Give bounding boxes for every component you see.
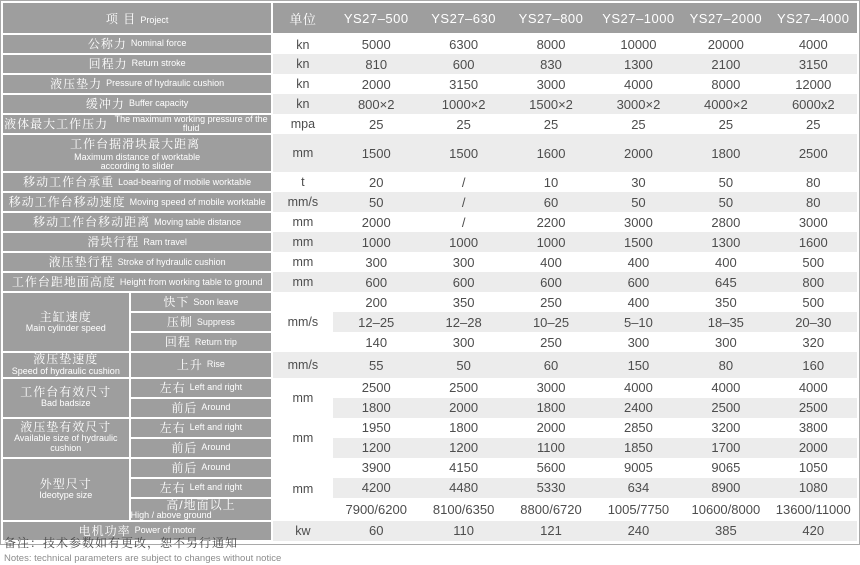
value-cell: 1005/7750 [607, 501, 670, 517]
value-cell: 3200 [711, 420, 741, 436]
row-sublabel [130, 498, 273, 521]
value-cell: / [461, 214, 466, 230]
value-cell: 3900 [361, 460, 391, 476]
unit-cell: mm [272, 134, 332, 172]
label-text-zh: 上升 [176, 358, 203, 372]
column-header-project [3, 3, 272, 34]
value-cell: 121 [507, 521, 594, 541]
value-cell: 3000 [536, 380, 566, 396]
value-cell: 18–35 [682, 312, 769, 332]
label-text-zh: 液压垫行程 [48, 255, 114, 270]
row-sublabel [130, 438, 273, 458]
value-cell: 50 [420, 352, 507, 377]
value-cell: 2100 [682, 54, 769, 74]
value-cell: 830 [507, 54, 594, 74]
label-text-zh: 前后 [171, 400, 198, 415]
column-header-model: YS27–1000 [595, 3, 682, 34]
row-group-label [3, 352, 130, 377]
row-label [3, 252, 272, 272]
label-text-zh: 快下 [163, 295, 190, 310]
value-cell: 2200 [536, 214, 566, 230]
label-text-zh: 左右 [159, 420, 186, 435]
unit-cell: t [301, 175, 305, 190]
label-text-zh: 公称力 [87, 37, 127, 51]
row-label [3, 54, 272, 74]
value-cell: 5330 [507, 478, 594, 498]
row-group-label [3, 292, 130, 352]
label-text-en: Main cylinder speed [25, 323, 106, 334]
value-cell: 12000 [795, 76, 832, 92]
value-cell: 60 [507, 352, 594, 377]
value-cell: 30 [631, 174, 646, 190]
label-text-zh: 工作台有效尺寸 [20, 385, 112, 399]
value-cell: 50 [718, 174, 734, 190]
value-cell: 240 [595, 521, 682, 541]
table-row [3, 272, 857, 292]
value-cell: 160 [770, 352, 857, 377]
unit-cell: mm [272, 458, 332, 521]
value-cell: 1600 [507, 134, 594, 172]
value-cell: 1000 [420, 232, 507, 252]
value-cell: 645 [682, 272, 769, 292]
label-text-zh: 外型尺寸 [39, 476, 92, 491]
header-row [3, 3, 857, 34]
value-cell: 420 [770, 521, 857, 541]
row-sublabel [130, 292, 273, 312]
row-sublabel [130, 352, 273, 377]
table-row [3, 192, 857, 212]
value-cell: 4200 [333, 478, 420, 498]
table-row [3, 94, 857, 114]
value-cell: 8900 [682, 478, 769, 498]
value-cell: 8800/6720 [520, 501, 582, 517]
value-cell: 140 [365, 334, 388, 350]
value-cell: 8000 [711, 76, 741, 92]
label-text-en: Stroke of hydraulic cushion [117, 256, 226, 267]
row-sublabel [130, 312, 273, 332]
row-label [3, 272, 272, 292]
table-row [3, 352, 857, 377]
label-text-en: Left and right [189, 381, 243, 392]
value-cell: 1050 [798, 460, 828, 476]
value-cell: 7900/6200 [345, 501, 407, 517]
value-cell: 1850 [595, 438, 682, 458]
notes-en: Notes: technical parameters are subject to changes without notice [4, 553, 282, 564]
table-row [3, 34, 857, 54]
value-cell: 2000 [536, 420, 566, 436]
value-cell: 25 [806, 116, 821, 132]
value-cell: 1100 [507, 438, 594, 458]
table-row [3, 74, 857, 94]
value-cell: 350 [452, 294, 475, 310]
label-text-zh: 滑块行程 [87, 235, 140, 250]
value-cell: 200 [365, 294, 388, 310]
value-cell: 1300 [595, 54, 682, 74]
label-text-en: Around [201, 441, 231, 452]
value-cell: 4000 [798, 380, 828, 396]
label-text-en: Nominal force [130, 38, 187, 49]
label-text-en: Height from working table to ground [119, 276, 263, 287]
value-cell: 2000 [420, 398, 507, 418]
unit-cell: mm [272, 272, 332, 292]
value-cell: 25 [718, 116, 734, 132]
label-text-zh: 主缸速度 [39, 309, 92, 324]
label-text-zh: 工作台据滑块最大距离 [70, 137, 201, 152]
unit-cell: mm/s [272, 292, 332, 352]
table-row [3, 54, 857, 74]
value-cell: 80 [682, 352, 769, 377]
value-cell: 1950 [361, 420, 391, 436]
value-cell: 1800 [333, 398, 420, 418]
value-cell: 2500 [449, 380, 479, 396]
value-cell: 1500 [595, 232, 682, 252]
value-cell: 1500×2 [507, 94, 594, 114]
value-cell: 2000 [361, 76, 391, 92]
label-text-zh: 左右 [159, 480, 186, 495]
unit-cell: mm [272, 232, 332, 252]
value-cell: 600 [420, 272, 507, 292]
value-cell: 350 [714, 294, 737, 310]
value-cell: 400 [627, 254, 650, 270]
label-text-en: Moving table distance [154, 216, 242, 227]
row-sublabel [130, 378, 273, 398]
table-row [3, 478, 857, 498]
value-cell: 1800 [682, 134, 769, 172]
value-cell: 300 [452, 334, 475, 350]
value-cell: 600 [420, 54, 507, 74]
table-row [3, 438, 857, 458]
label-text-en: Return stroke [131, 58, 186, 69]
value-cell: 1800 [507, 398, 594, 418]
value-cell: 150 [595, 352, 682, 377]
value-cell: 8000 [536, 37, 566, 52]
value-cell: 3000 [798, 214, 828, 230]
label-text-zh: 高/地面以上 [166, 497, 236, 512]
project-header-zh: 项 目 [105, 11, 137, 26]
value-cell: 55 [333, 352, 420, 377]
table-row [3, 332, 857, 352]
value-cell: 1600 [770, 232, 857, 252]
value-cell: 3150 [449, 76, 479, 92]
value-cell: 3150 [770, 54, 857, 74]
label-text-zh: 电机功率 [78, 523, 131, 538]
label-text-en: Power of motor [134, 524, 196, 535]
value-cell: 6000x2 [770, 94, 857, 114]
value-cell: 2500 [682, 398, 769, 418]
value-cell: 300 [714, 334, 737, 350]
table-row [3, 252, 857, 272]
value-cell: 800×2 [333, 94, 420, 114]
notes-zh: 备注：技术参数如有更改，恕不另行通知 [4, 536, 239, 550]
value-cell: 400 [540, 254, 562, 270]
column-header-model: YS27–2000 [682, 3, 769, 34]
label-text-zh: 左右 [159, 380, 186, 395]
project-header-en: Project [140, 14, 169, 25]
value-cell: 50 [682, 192, 769, 212]
label-text-en: Soon leave [193, 296, 239, 307]
value-cell: 50 [333, 192, 420, 212]
value-cell: 20 [368, 174, 384, 190]
label-text-en: Ram travel [143, 236, 187, 247]
value-cell: 1080 [770, 478, 857, 498]
value-cell: 1000 [507, 232, 594, 252]
value-cell: 10 [543, 174, 559, 190]
value-cell: 300 [627, 334, 650, 350]
row-sublabel [130, 418, 273, 438]
value-cell: 4000 [623, 380, 653, 396]
value-cell: 250 [540, 294, 562, 310]
label-text-en: Load-bearing of mobile worktable [118, 176, 252, 187]
value-cell: 3000 [536, 76, 566, 92]
unit-cell: kn [272, 54, 332, 74]
column-header-unit: 单位 [272, 3, 332, 34]
value-cell: 1500 [333, 134, 420, 172]
label-text-en: Left and right [189, 421, 243, 432]
label-text-en: Pressure of hydraulic cushion [106, 78, 225, 89]
label-text-en: The maximum working pressure of the fluid [114, 114, 268, 133]
label-text-zh: 移动工作台移动速度 [8, 195, 126, 210]
row-label [3, 114, 272, 134]
value-cell: 25 [368, 116, 384, 132]
row-label [3, 192, 272, 212]
label-text-en: Around [201, 401, 231, 412]
table-row [3, 398, 857, 418]
unit-cell: mm [292, 255, 314, 270]
table-row [3, 212, 857, 232]
value-cell: / [461, 174, 466, 190]
value-cell: 20–30 [770, 312, 857, 332]
label-text-en: Maximum distance of worktable according to slider [74, 152, 201, 172]
label-text-zh: 液体最大工作压力 [4, 117, 109, 132]
value-cell: 9005 [623, 460, 653, 476]
table-row [3, 172, 857, 192]
table-row [3, 232, 857, 252]
value-cell: / [420, 192, 507, 212]
value-cell: 385 [682, 521, 769, 541]
value-cell: 3000 [623, 214, 653, 230]
value-cell: 4480 [420, 478, 507, 498]
label-text-en: Bad badsize [41, 398, 91, 409]
value-cell: 1800 [449, 420, 479, 436]
value-cell: 5–10 [595, 312, 682, 332]
value-cell: 25 [631, 116, 646, 132]
row-label [3, 172, 272, 192]
row-sublabel [130, 478, 273, 498]
row-label [3, 94, 272, 114]
unit-cell: mm/s [272, 352, 332, 377]
value-cell: 10600/8000 [691, 501, 761, 517]
label-text-en: Left and right [189, 481, 243, 492]
unit-cell: mpa [290, 117, 316, 132]
value-cell: 1500 [420, 134, 507, 172]
value-cell: 2000 [595, 134, 682, 172]
label-text-zh: 液压垫有效尺寸 [20, 420, 112, 435]
label-text-zh: 移动工作台移动距离 [33, 215, 151, 230]
value-cell: 320 [802, 334, 825, 350]
table-row [3, 114, 857, 134]
value-cell: 1000 [333, 232, 420, 252]
unit-cell: kn [272, 94, 332, 114]
label-text-zh: 工作台距地面高度 [11, 275, 116, 290]
label-text-zh: 回程力 [88, 57, 128, 71]
value-cell: 110 [420, 521, 507, 541]
value-cell: 60 [333, 521, 420, 541]
value-cell: 4000 [711, 380, 741, 396]
row-sublabel [130, 398, 273, 418]
label-text-en: Around [201, 461, 231, 472]
value-cell: 600 [595, 272, 682, 292]
unit-cell: kn [296, 77, 310, 91]
value-cell: 3000×2 [595, 94, 682, 114]
value-cell: 1300 [682, 232, 769, 252]
value-cell: 600 [507, 272, 594, 292]
value-cell: 60 [507, 192, 594, 212]
label-text-en: Speed of hydraulic cushion [11, 365, 120, 376]
row-label [3, 134, 272, 172]
column-header-model: YS27–500 [333, 3, 420, 34]
value-cell: 1000×2 [420, 94, 507, 114]
footer-notes [4, 534, 281, 564]
row-group-label [3, 418, 130, 458]
table-row [3, 458, 857, 478]
label-text-en: Buffer capacity [128, 98, 189, 109]
value-cell: 600 [333, 272, 420, 292]
label-text-zh: 缓冲力 [85, 97, 125, 111]
row-label [3, 212, 272, 232]
unit-cell: mm [272, 418, 332, 458]
label-text-zh: 前后 [171, 440, 198, 455]
column-header-model: YS27–800 [507, 3, 594, 34]
row-label [3, 74, 272, 94]
value-cell: 20000 [707, 37, 744, 52]
label-text-en: Rise [206, 359, 225, 370]
value-cell: 2850 [623, 420, 653, 436]
row-label [3, 232, 272, 252]
value-cell: 2000 [361, 214, 391, 230]
label-text-zh: 回程 [164, 335, 191, 350]
label-text-en: High / above ground [130, 509, 212, 520]
value-cell: 12–25 [333, 312, 420, 332]
table-row [3, 134, 857, 172]
label-text-en: Return trip [194, 336, 237, 347]
row-group-label [3, 378, 130, 418]
value-cell: 4000 [623, 76, 653, 92]
row-sublabel [130, 458, 273, 478]
value-cell: 6300 [449, 37, 479, 52]
value-cell: 500 [802, 294, 825, 310]
table-row [3, 498, 857, 521]
value-cell: 2000 [770, 438, 857, 458]
label-text-en: Available size of hydraulic cushion [14, 433, 118, 454]
column-header-model: YS27–630 [420, 3, 507, 34]
label-text-en: Suppress [196, 316, 235, 327]
value-cell: 500 [802, 254, 825, 270]
label-text-zh: 液压垫速度 [33, 352, 99, 367]
value-cell: 2800 [711, 214, 741, 230]
value-cell: 13600/11000 [775, 501, 851, 517]
value-cell: 250 [540, 334, 562, 350]
row-label [3, 34, 272, 54]
value-cell: 300 [365, 254, 388, 270]
value-cell: 25 [456, 116, 471, 132]
value-cell: 2400 [595, 398, 682, 418]
label-text-zh: 移动工作台承重 [23, 175, 115, 190]
value-cell: 400 [627, 294, 650, 310]
table-row [3, 378, 857, 398]
column-header-model: YS27–4000 [770, 3, 857, 34]
value-cell: 5600 [536, 460, 566, 476]
value-cell: 810 [333, 54, 420, 74]
label-text-zh: 压制 [166, 315, 193, 330]
value-cell: 2500 [770, 134, 857, 172]
unit-cell: kn [296, 37, 310, 52]
value-cell: 4000 [798, 37, 828, 52]
spec-table [3, 3, 857, 542]
table-row [3, 312, 857, 332]
value-cell: 25 [543, 116, 559, 132]
value-cell: 300 [452, 254, 475, 270]
value-cell: 5000 [361, 37, 391, 52]
value-cell: 1200 [333, 438, 420, 458]
value-cell: 3800 [798, 420, 828, 436]
value-cell: 2500 [770, 398, 857, 418]
value-cell: 8100/6350 [432, 501, 495, 517]
unit-cell: kw [272, 521, 332, 541]
value-cell: 634 [595, 478, 682, 498]
label-text-en: Ideotype size [39, 489, 93, 500]
value-cell: 12–28 [420, 312, 507, 332]
value-cell: 400 [714, 254, 737, 270]
value-cell: 1700 [682, 438, 769, 458]
value-cell: 10000 [620, 37, 657, 52]
unit-cell: mm/s [272, 192, 332, 212]
value-cell: 80 [806, 174, 821, 190]
value-cell: 800 [770, 272, 857, 292]
table-row [3, 292, 857, 312]
value-cell: 9065 [711, 460, 741, 476]
unit-cell: mm [292, 215, 314, 230]
value-cell: 4000×2 [682, 94, 769, 114]
unit-cell: mm [272, 378, 332, 418]
label-text-zh: 前后 [171, 460, 198, 475]
value-cell: 50 [595, 192, 682, 212]
label-text-zh: 液压垫力 [50, 77, 103, 91]
row-sublabel [130, 332, 273, 352]
row-group-label [3, 458, 130, 521]
table-row [3, 418, 857, 438]
value-cell: 1200 [420, 438, 507, 458]
label-text-en: Moving speed of mobile worktable [129, 196, 266, 207]
value-cell: 10–25 [507, 312, 594, 332]
spec-table-body [3, 34, 857, 541]
value-cell: 4150 [449, 460, 479, 476]
value-cell: 2500 [361, 380, 391, 396]
value-cell: 80 [770, 192, 857, 212]
